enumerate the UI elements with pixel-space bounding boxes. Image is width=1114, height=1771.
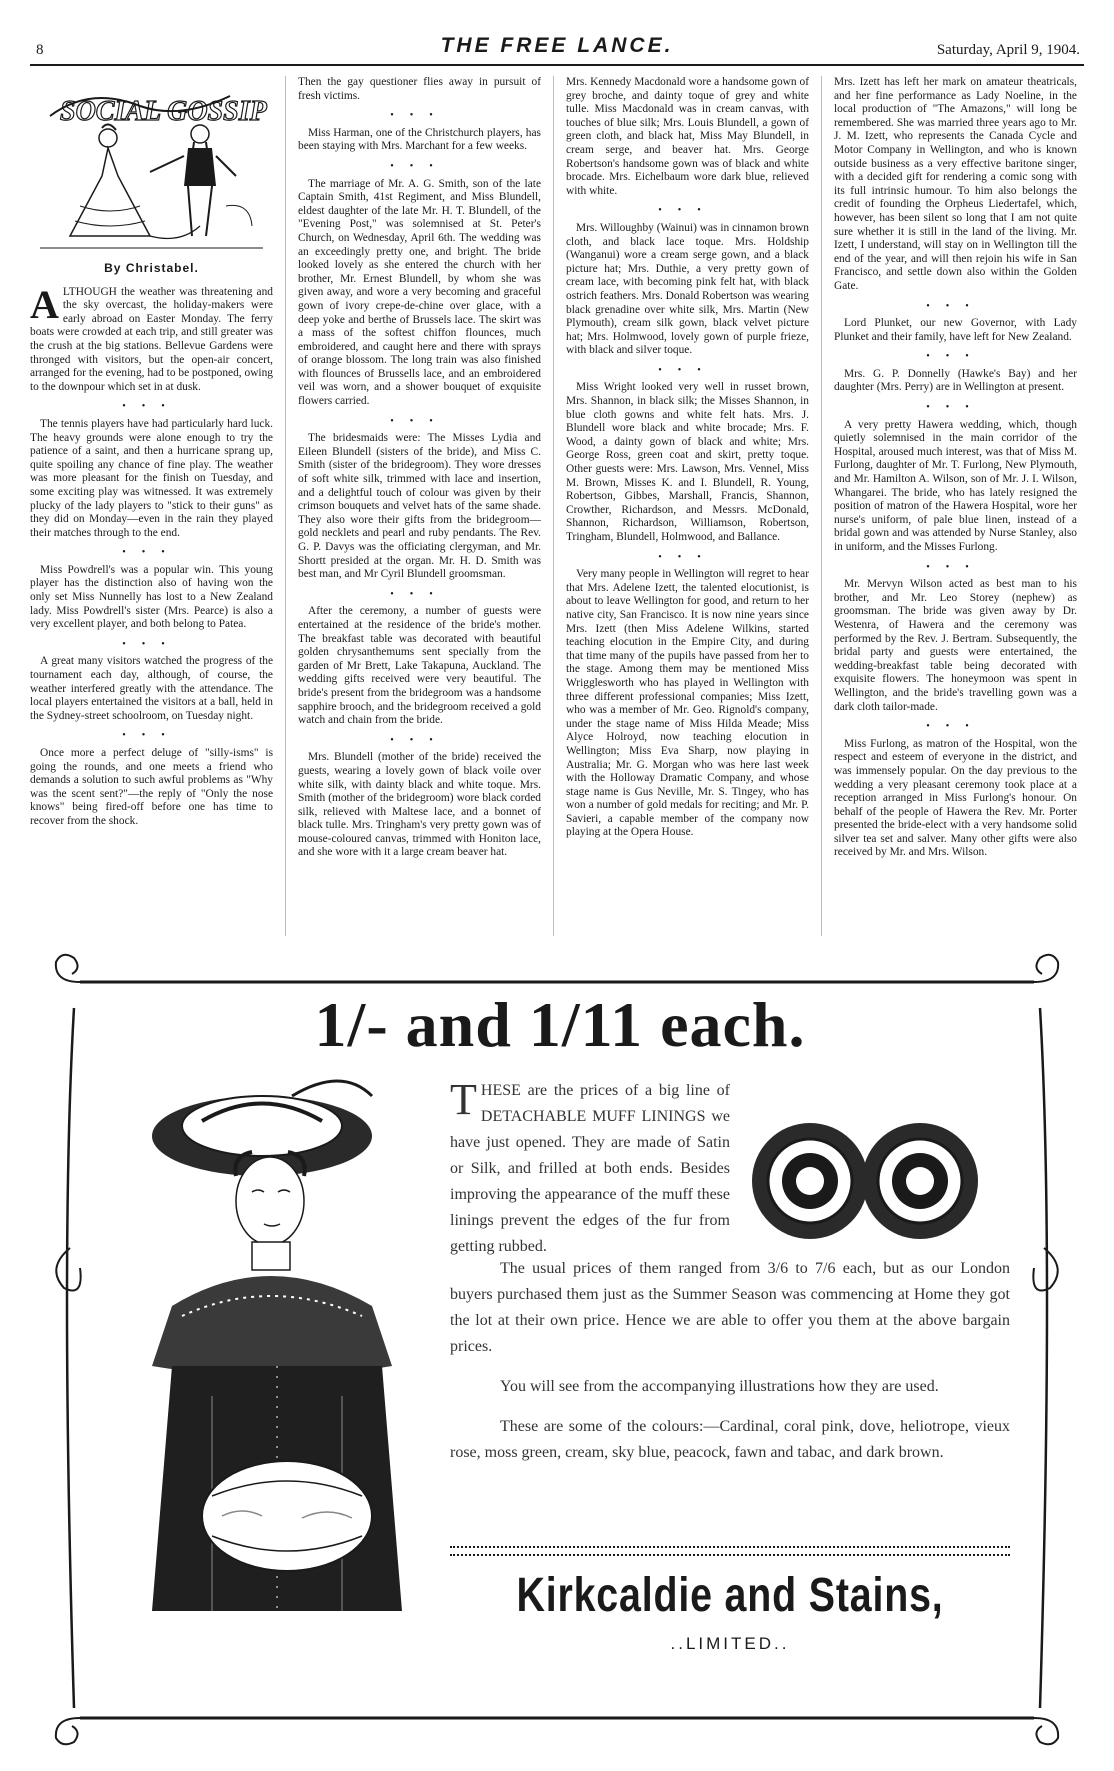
column-2 xyxy=(298,76,541,936)
section-divider: ••• xyxy=(658,205,717,217)
store-name: Kirkcaldie and Stains, xyxy=(516,1569,944,1622)
lead-paragraph xyxy=(30,281,273,395)
section-divider: ••• xyxy=(926,402,985,414)
section-divider: ••• xyxy=(926,300,985,312)
section-divider: ••• xyxy=(926,721,985,733)
ad-divider xyxy=(450,1546,1010,1556)
article-columns xyxy=(30,76,1084,936)
issue-date: Saturday, April 9, 1904. xyxy=(936,42,1080,58)
paragraph: Miss Furlong, as matron of the Hospital, won the respect and esteem of everyone in the district, and was immensely popular. On the day previous to the wedding a very pleasant ceremony took place at a reception arranged in Miss Furlong's honour. On behalf of the people of Hawera the Rev. Mr. Porter presented the bride-elect with a very handsome solid silver tea set and salver. Many other gifts were also received by Mr. and Mrs. Wilson. xyxy=(834,737,1077,859)
ad-intro-paragraph xyxy=(450,1075,730,1260)
paragraph: Miss Powdrell's was a popular win. This young player has the distinction also of having won the only set Miss Nunnelly has lost to a New Zealand lady. Miss Powdrell's sister (Mrs. Pearce) is also a very excellent player, and both belong to Patea. xyxy=(30,563,273,631)
ad-paragraph: You will see from the accompanying illustrations how they are used. xyxy=(500,1378,939,1395)
newspaper-title: THE FREE LANCE. xyxy=(440,34,674,57)
ad-drop-cap: T xyxy=(450,1075,477,1124)
section-divider: ••• xyxy=(926,351,985,363)
byline: By Christabel. xyxy=(104,261,199,275)
section-divider: ••• xyxy=(390,160,449,172)
section-divider: ••• xyxy=(658,364,717,376)
section-divider: ••• xyxy=(390,415,449,427)
section-divider: ••• xyxy=(122,638,181,650)
social-gossip-illustration xyxy=(30,76,273,256)
dancing-couple-icon xyxy=(30,76,273,256)
column-rule xyxy=(821,76,822,936)
column-3 xyxy=(566,76,809,936)
paragraph: Lord Plunket, our new Governor, with Lady Plunket and their family, have left for New Zealand. xyxy=(834,317,1077,343)
paragraph: The tennis players have had particularly hard luck. The heavy grounds were alone enough to try the patience of a saint, and then a hurricane sprang up, quite spoiling any chance of fine play. The weather was more pleasant for the finish on Tuesday, and some exciting play was witnessed. It was extremely plucky of the lady players to "stick to their guns" as they did on Monday—even in the rain they played their matches through to the end. xyxy=(30,417,273,539)
ad-intro xyxy=(450,1075,1010,1260)
section-divider: ••• xyxy=(122,401,181,413)
column-rule xyxy=(285,76,286,936)
column-1 xyxy=(30,76,273,936)
column-rule xyxy=(553,76,554,936)
paragraph: Once more a perfect deluge of "silly-isms" is going the rounds, and one meets a friend who demands a solution to such awful problems as "Why was the scent sent?"—the reply of "Only the nose knows" being fired-off before one has time to recover from the shock. xyxy=(30,747,273,827)
ad-headline: 1/- and 1/11 each. xyxy=(314,989,806,1060)
store-suffix: ..LIMITED.. xyxy=(670,1634,790,1653)
paragraph: Mrs. Willoughby (Wainui) was in cinnamon brown cloth, and black lace toque. Mrs. Holdship (Wanganui) wore a cream serge gown, and a black picture hat; Mrs. Duthie, a very pretty gown of cream lace, with becoming pink felt hat, with black ostrich feathers. Mrs. Donald Robertson was wearing black grenadine over white silk, Mrs. Martin (New Plymouth), cream silk gown, black velvet picture hat; Mrs. Holmwood, lovely gown of purple frieze, with black and silver toque. xyxy=(566,221,809,357)
muff-linings-advertisement xyxy=(50,948,1064,1748)
ad-intro-text: HESE are the prices of a big line of DETACHABLE MUFF LININGS we have just opened. They are made of Satin or Silk, and frilled at both ends. Besides improving the appearance of the muff these linings prevent the edges of the fur from getting rubbed. xyxy=(450,1082,730,1255)
paragraph: Miss Wright looked very well in russet brown, Mrs. Shannon, in black silk; the Misses Shannon, in blue cloth gowns and white felt hats. Mrs. J. Blundell wore black and white brocade; Mrs. F. Wood, a dainty gown of black and white; Mrs. George Ross, green coat and skirt, pretty toque. Other guests were: Mrs. Lawson, Mrs. Vennel, Miss M. Brown, Misses K. and I. Blundell, R. Young, Robertson, Gibbes, Marshall, Francis, Shannon, Crowther, Richardson, and Messrs. McDonald, Shannon, Richardson, Williamson, Robertson, Tringham, Blundell, Holmwood, and Ballance. xyxy=(566,381,809,543)
ad-paragraph: These are some of the colours:—Cardinal, coral pink, dove, heliotrope, vieux rose, moss green, cream, sky blue, peacock, fawn and tabac, and dark brown. xyxy=(450,1418,1010,1461)
paragraph: Mrs. G. P. Donnelly (Hawke's Bay) and her daughter (Mrs. Perry) are in Wellington at present. xyxy=(834,367,1077,394)
paragraph: A great many visitors watched the progress of the tournament each day, although, of course, the weather interfered greatly with the attendance. The local players entertained the visitors at a ball, held in the Sydney-street schoolroom, on Tuesday night. xyxy=(30,655,273,722)
drop-cap: A xyxy=(30,281,59,327)
paragraph: After the ceremony, a number of guests were entertained at the residence of the bride's mother. The breakfast table was decorated with beautiful golden chrysanthemums sent specially from the garden of Mr Brett, Lake Takapuna, Auckland. The wedding gifts received were very beautiful. The bride's present from the bridegroom was a handsome sapphire brooch, and the bridegroom received a gold watch and chain from the bride. xyxy=(298,605,541,727)
page-number: 8 xyxy=(36,42,44,58)
section-divider: ••• xyxy=(658,551,717,563)
lady-with-muff-icon xyxy=(112,1066,442,1611)
paragraph: The bridesmaids were: The Misses Lydia and Eileen Blundell (sisters of the bride), and Miss C. Smith (sister of the bridegroom). They wore dresses of soft white silk, trimmed with lace and insertion, and a delightful touch of colour was given by their crimson bouquets and velvet hats of the same shade. They also wore their gifts from the bridegroom—gold necklets and pearl and ruby pendants. The Rev. G. P. Davys was the officiating clergyman, and Mr. Shortt presided at the organ. Mr. H. D. Smith was best man, and Mr Cyril Blundell groomsman. xyxy=(298,432,541,581)
social-gossip-lettering: SOCIAL GOSSIP xyxy=(60,96,267,127)
section-divider: ••• xyxy=(926,561,985,573)
paragraph: Mrs. Blundell (mother of the bride) received the guests, wearing a lovely gown of black voile over white silk, with dainty black and white toque. Mrs. Smith (mother of the bridegroom) wore black corded silk, relieved with Maltese lace, and a bonnet of black tulle. Mrs. Tringham's very pretty gown was of mouse-coloured canvas, trimmed with Honiton lace, and she wore with it a large cream beaver hat. xyxy=(298,751,541,859)
paragraph: A very pretty Hawera wedding, which, though quietly solemnised in the main corridor of the Hospital, aroused much interest, was that of Miss M. Furlong, daughter of Mr. T. Furlong, New Plymouth, and Mr. Hamilton A. Wilson, son of Mr. J. I. Wilson, Whangarei. The bride, who has lately resigned the position of matron of the Hawera Hospital, wore her nurse's uniform, of pale blue linen, instead of a bridal gown and was attended by Nurse Stanley, also in uniform, and the Misses Furlong. xyxy=(834,418,1077,553)
paragraph: Mrs. Izett has left her mark on amateur theatricals, and her fine performance as Lady Noeline, in the local production of "The Amazons," will long be remembered. She was married three years ago to Mr. J. M. Izett, who represents the Canada Cycle and Motor Company in Wellington, and who is known outside business as a very effective baritone singer, with a decided gift for rendering a comic song with its full intrinsic humour. To him also belongs the credit of founding the Orpheus Liedertafel, which, however, has been silent so long that I am not quite sure whether it is still in the land of the living. Mr. Izett, I understand, will stay on in Wellington till the end of the year, and will then rejoin his wife in San Francisco, and settle down also within the Golden Gate. xyxy=(834,76,1077,292)
paragraph: Miss Harman, one of the Christchurch players, has been staying with Mrs. Marchant for a few weeks. xyxy=(298,126,541,153)
column-4 xyxy=(834,76,1077,936)
ad-paragraph: The usual prices of them ranged from 3/6 to 7/6 each, but as our London buyers purchased them just as the Summer Season was commencing at Home they got the lot at their own price. Hence we are able to offer you them at the above bargain prices. xyxy=(450,1260,1010,1355)
paragraph: Very many people in Wellington will regret to hear that Mrs. Adelene Izett, the talented elocutionist, is about to leave Wellington for good, and return to her native city, San Francisco. It is now nine years since Mrs. Izett (then Miss Adelene Wilkins, started teaching elocution in the Empire City, and during that time many of the pupils have passed from her to the stage. Among them may be mentioned Miss Wrigglesworth who has played in Wellington with three different professional companies; Miss Izett, who was a member of Mr. Geo. Rignold's company, under the stage name of Miss Hilda Meade; Miss Alyce Holroyd, now teaching elocution in Wellington; Miss Eva Sharp, now playing in Australia; Mr. G. Morgan who was here last week with the Holloway Dramatic Company, and whose stage name is Gus Neville, Mr. S. Tingey, who has won a number of gold medals for reciting; and Mr. P. Savieri, a capable member of the company now playing at the Opera House. xyxy=(566,568,809,839)
section-divider: ••• xyxy=(122,547,181,559)
section-divider: ••• xyxy=(390,110,449,122)
paragraph: The marriage of Mr. A. G. Smith, son of the late Captain Smith, 41st Regiment, and Miss Blundell, eldest daughter of the late Mr. H. T. Blundell, of the "Evening Post," was solemnised at St. Peter's Church, on Wednesday, April 6th. The wedding was an exceedingly pretty one, and bright. The bride looked lovely as she entered the church with her brother, Mr. Ernest Blundell, by whom she was given away, and wore a very becoming and graceful gown of ivory crepe-de-chine over glace, with a deep yoke and berthe of Brussels lace. The skirt was a mass of the softest chiffon flounces, much embroidered, and caught here and there with sprays of orange blossom. The long train was also finished with flounces of Brussells lace, and an embroidered veil was worn, and a shower bouquet of exquisite flowers carried. xyxy=(298,177,541,408)
ad-body xyxy=(450,1256,1010,1480)
paragraph-text: the weather was threatening and the sky overcast, the holiday-makers were early abroad on Easter Monday. The ferry boats were crowded at each trip, and still greater was the crush at the big stations. Bellevue Gardens were thronged with visitors, but the open-air concert, arranged for the evening, had to be postponed, owing to the downpour which set in at dusk. xyxy=(30,285,273,393)
section-divider: ••• xyxy=(390,734,449,746)
paragraph: Then the gay questioner flies away in pursuit of fresh victims. xyxy=(298,76,541,102)
section-divider: ••• xyxy=(390,588,449,600)
lead-word: LTHOUGH xyxy=(62,285,117,298)
paragraph: Mrs. Kennedy Macdonald wore a handsome gown of grey broche, and dainty toque of grey and white tulle. Miss Macdonald was in cream canvas, with touches of blue silk; Mrs. Louis Blundell, a gown of green cloth, and black hat, Miss May Blundell, in cream serge, and beaver hat. Mrs. George Robertson's handsome gown was of black and white brocade. Mrs. Eichelbaum wore dark blue, relieved with white. xyxy=(566,76,809,197)
section-divider: ••• xyxy=(122,730,181,742)
paragraph: Mr. Mervyn Wilson acted as best man to his brother, and Mr. Leo Storey (nephew) as groomsman. The bride was given away by Dr. Westenra, of Hawera and the ceremony was performed by the Rev. J. Bertram. Subsequently, the bridal party and guests were entertained, the wedding-breakfast table being decorated with exquisite flowers. The honeymoon was spent in Wellington, and the bride's travelling gown was a dark cloth tailor-made. xyxy=(834,578,1077,713)
masthead xyxy=(30,30,1084,66)
